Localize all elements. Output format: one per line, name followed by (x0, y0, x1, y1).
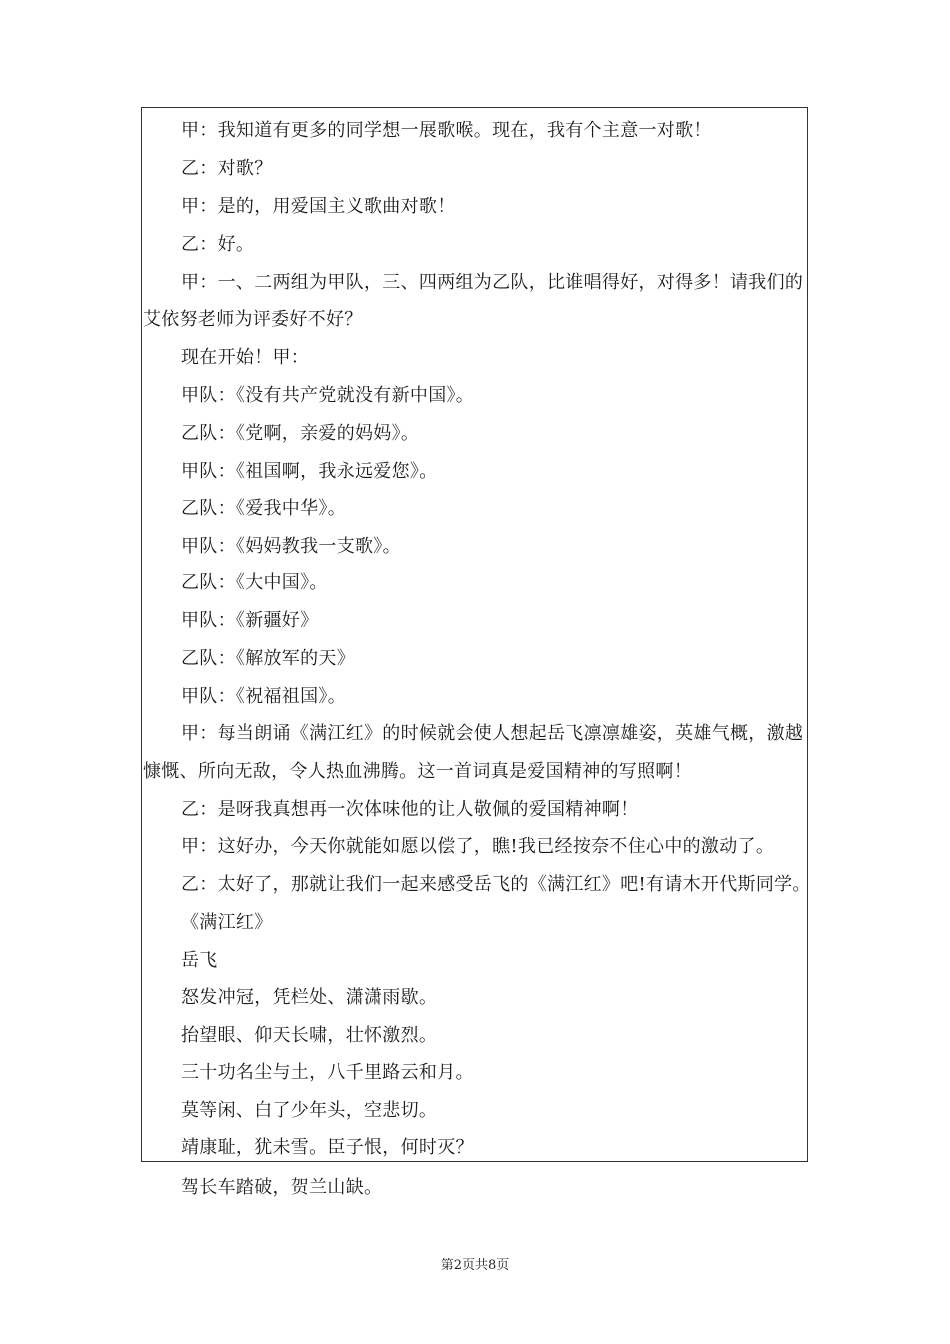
page-number-label: 第2页共8页 (440, 1258, 510, 1273)
text-line: 慷慨、所向无敌，令人热血沸腾。这一首词真是爱国精神的写照啊！ (143, 761, 692, 782)
text-line: 抬望眼、仰天长啸，壮怀激烈。 (181, 1025, 438, 1046)
text-line: 甲队：《新疆好》 (181, 610, 319, 631)
text-line: 乙队：《大中国》。 (181, 572, 328, 593)
text-line: 甲队：《祖国啊，我永远爱您》。 (181, 461, 438, 482)
text-line: 靖康耻，犹未雪。臣子恨，何时灭？ (181, 1137, 474, 1158)
text-line: 乙：对歌？ (181, 158, 273, 179)
text-line: 甲：每当朗诵《满江红》的时候就会使人想起岳飞凛凛雄姿，英雄气概，激越 (181, 723, 804, 744)
text-line: 甲：这好办，今天你就能如愿以偿了，瞧!我已经按奈不住心中的激动了。 (181, 836, 775, 857)
text-line: 甲队：《没有共产党就没有新中国》。 (181, 385, 475, 406)
page-footer (0, 1257, 950, 1275)
text-line: 甲：是的，用爱国主义歌曲对歌！ (181, 196, 456, 217)
text-line: 三十功名尘与土，八千里路云和月。 (181, 1062, 474, 1083)
text-line: 甲：一、二两组为甲队，三、四两组为乙队，比谁唱得好，对得多！请我们的 (181, 272, 804, 293)
text-line-outside-box: 驾长车踏破，贺兰山缺。 (181, 1177, 383, 1198)
text-line: 怒发冲冠，凭栏处、潇潇雨歇。 (181, 987, 438, 1008)
text-line: 《满江红》 (181, 912, 273, 933)
text-line: 乙队：《解放军的天》 (181, 648, 355, 669)
text-line: 甲：我知道有更多的同学想一展歌喉。现在，我有个主意一对歌！ (181, 120, 712, 141)
text-line: 甲队：《妈妈教我一支歌》。 (181, 536, 401, 557)
text-line: 乙队：《爱我中华》。 (181, 498, 346, 519)
text-line: 莫等闲、白了少年头，空悲切。 (181, 1100, 438, 1121)
text-line: 乙：太好了，那就让我们一起来感受岳飞的《满江红》吧!有请木开代斯同学。 (181, 874, 811, 895)
text-line: 乙：是呀我真想再一次体味他的让人敬佩的爱国精神啊！ (181, 799, 639, 820)
text-line: 乙队：《党啊，亲爱的妈妈》。 (181, 423, 420, 444)
text-line: 甲队：《祝福祖国》。 (181, 686, 346, 707)
text-line: 乙：好。 (181, 234, 255, 255)
text-line: 现在开始！甲： (181, 347, 310, 368)
text-line: 岳飞 (181, 950, 218, 971)
text-line: 艾依努老师为评委好不好？ (143, 309, 363, 330)
